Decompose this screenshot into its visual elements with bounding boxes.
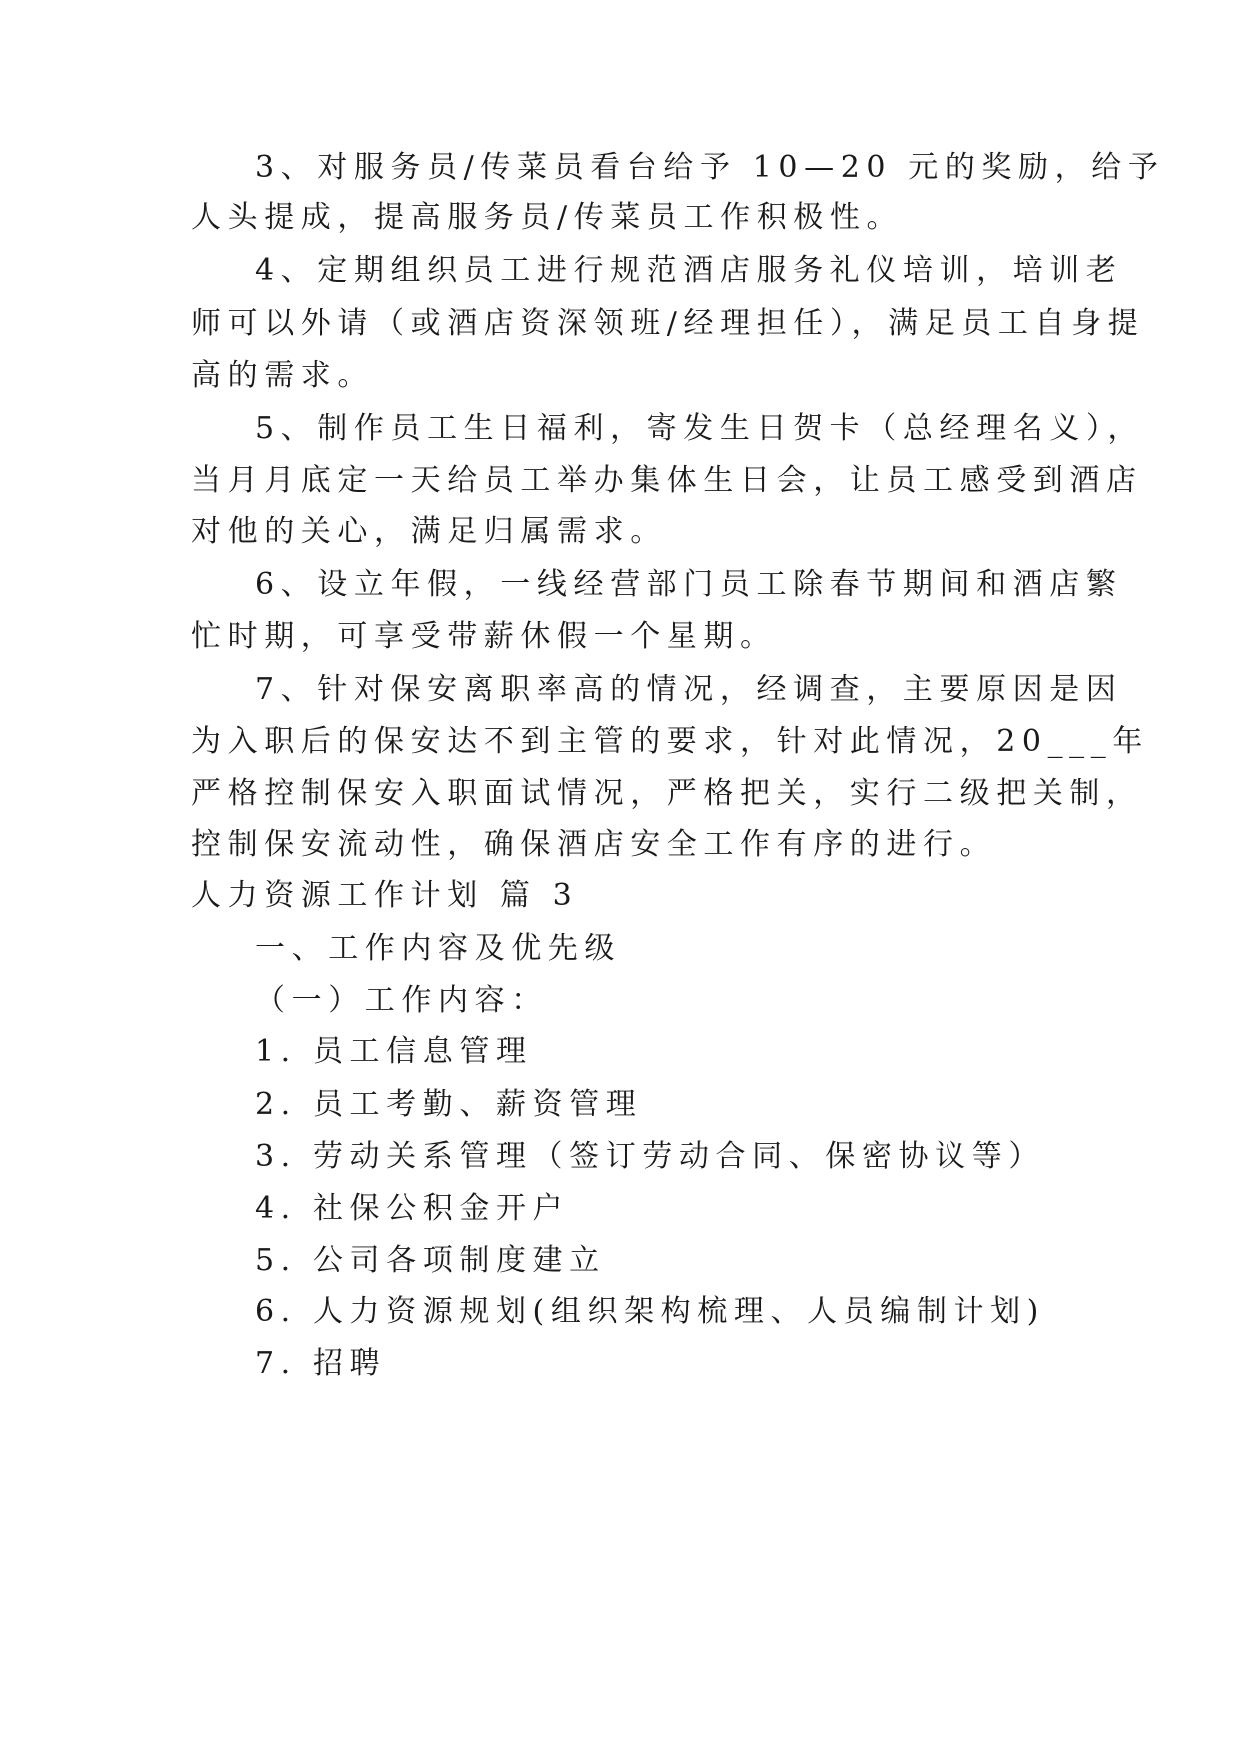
paragraph-line: 6、设立年假，一线经营部门员工除春节期间和酒店繁: [255, 567, 1123, 602]
paragraph-line: 3、对服务员/传菜员看台给予 10—20 元的奖励，给予: [255, 150, 1165, 185]
paragraph-line: 对他的关心，满足归属需求。: [191, 514, 667, 549]
paragraph-line: 严格控制保安入职面试情况，严格把关，实行二级把关制，: [191, 776, 1143, 811]
paragraph-line: 人头提成，提高服务员/传菜员工作积极性。: [191, 200, 904, 235]
paragraph-line: 忙时期，可享受带薪休假一个星期。: [191, 619, 777, 654]
subsection-subheading: （一）工作内容：: [255, 983, 548, 1018]
list-item: 7. 招聘: [255, 1346, 387, 1381]
paragraph-line: 师可以外请（或酒店资深领班/经理担任），满足员工自身提: [191, 306, 1145, 341]
paragraph-line: 5、制作员工生日福利，寄发生日贺卡（总经理名义），: [255, 411, 1145, 446]
paragraph-line: 高的需求。: [191, 358, 374, 393]
list-item: 2. 员工考勤、薪资管理: [255, 1087, 643, 1122]
paragraph-line: 7、针对保安离职率高的情况，经调查，主要原因是因: [255, 672, 1123, 707]
list-item: 1. 员工信息管理: [255, 1034, 533, 1069]
list-item: 4. 社保公积金开户: [255, 1191, 570, 1226]
paragraph-line: 为入职后的保安达不到主管的要求，针对此情况，20___年: [191, 724, 1149, 759]
list-item: 5. 公司各项制度建立: [255, 1243, 606, 1278]
paragraph-line: 控制保安流动性，确保酒店安全工作有序的进行。: [191, 827, 997, 862]
subsection-heading: 一、工作内容及优先级: [255, 931, 621, 966]
paragraph-line: 4、定期组织员工进行规范酒店服务礼仪培训，培训老: [255, 253, 1123, 288]
section-heading: 人力资源工作计划 篇 3: [191, 878, 579, 913]
paragraph-line: 当月月底定一天给员工举办集体生日会，让员工感受到酒店: [191, 463, 1143, 498]
list-item: 3. 劳动关系管理（签订劳动合同、保密协议等）: [255, 1139, 1045, 1174]
list-item: 6. 人力资源规划(组织架构梳理、人员编制计划): [255, 1294, 1045, 1329]
